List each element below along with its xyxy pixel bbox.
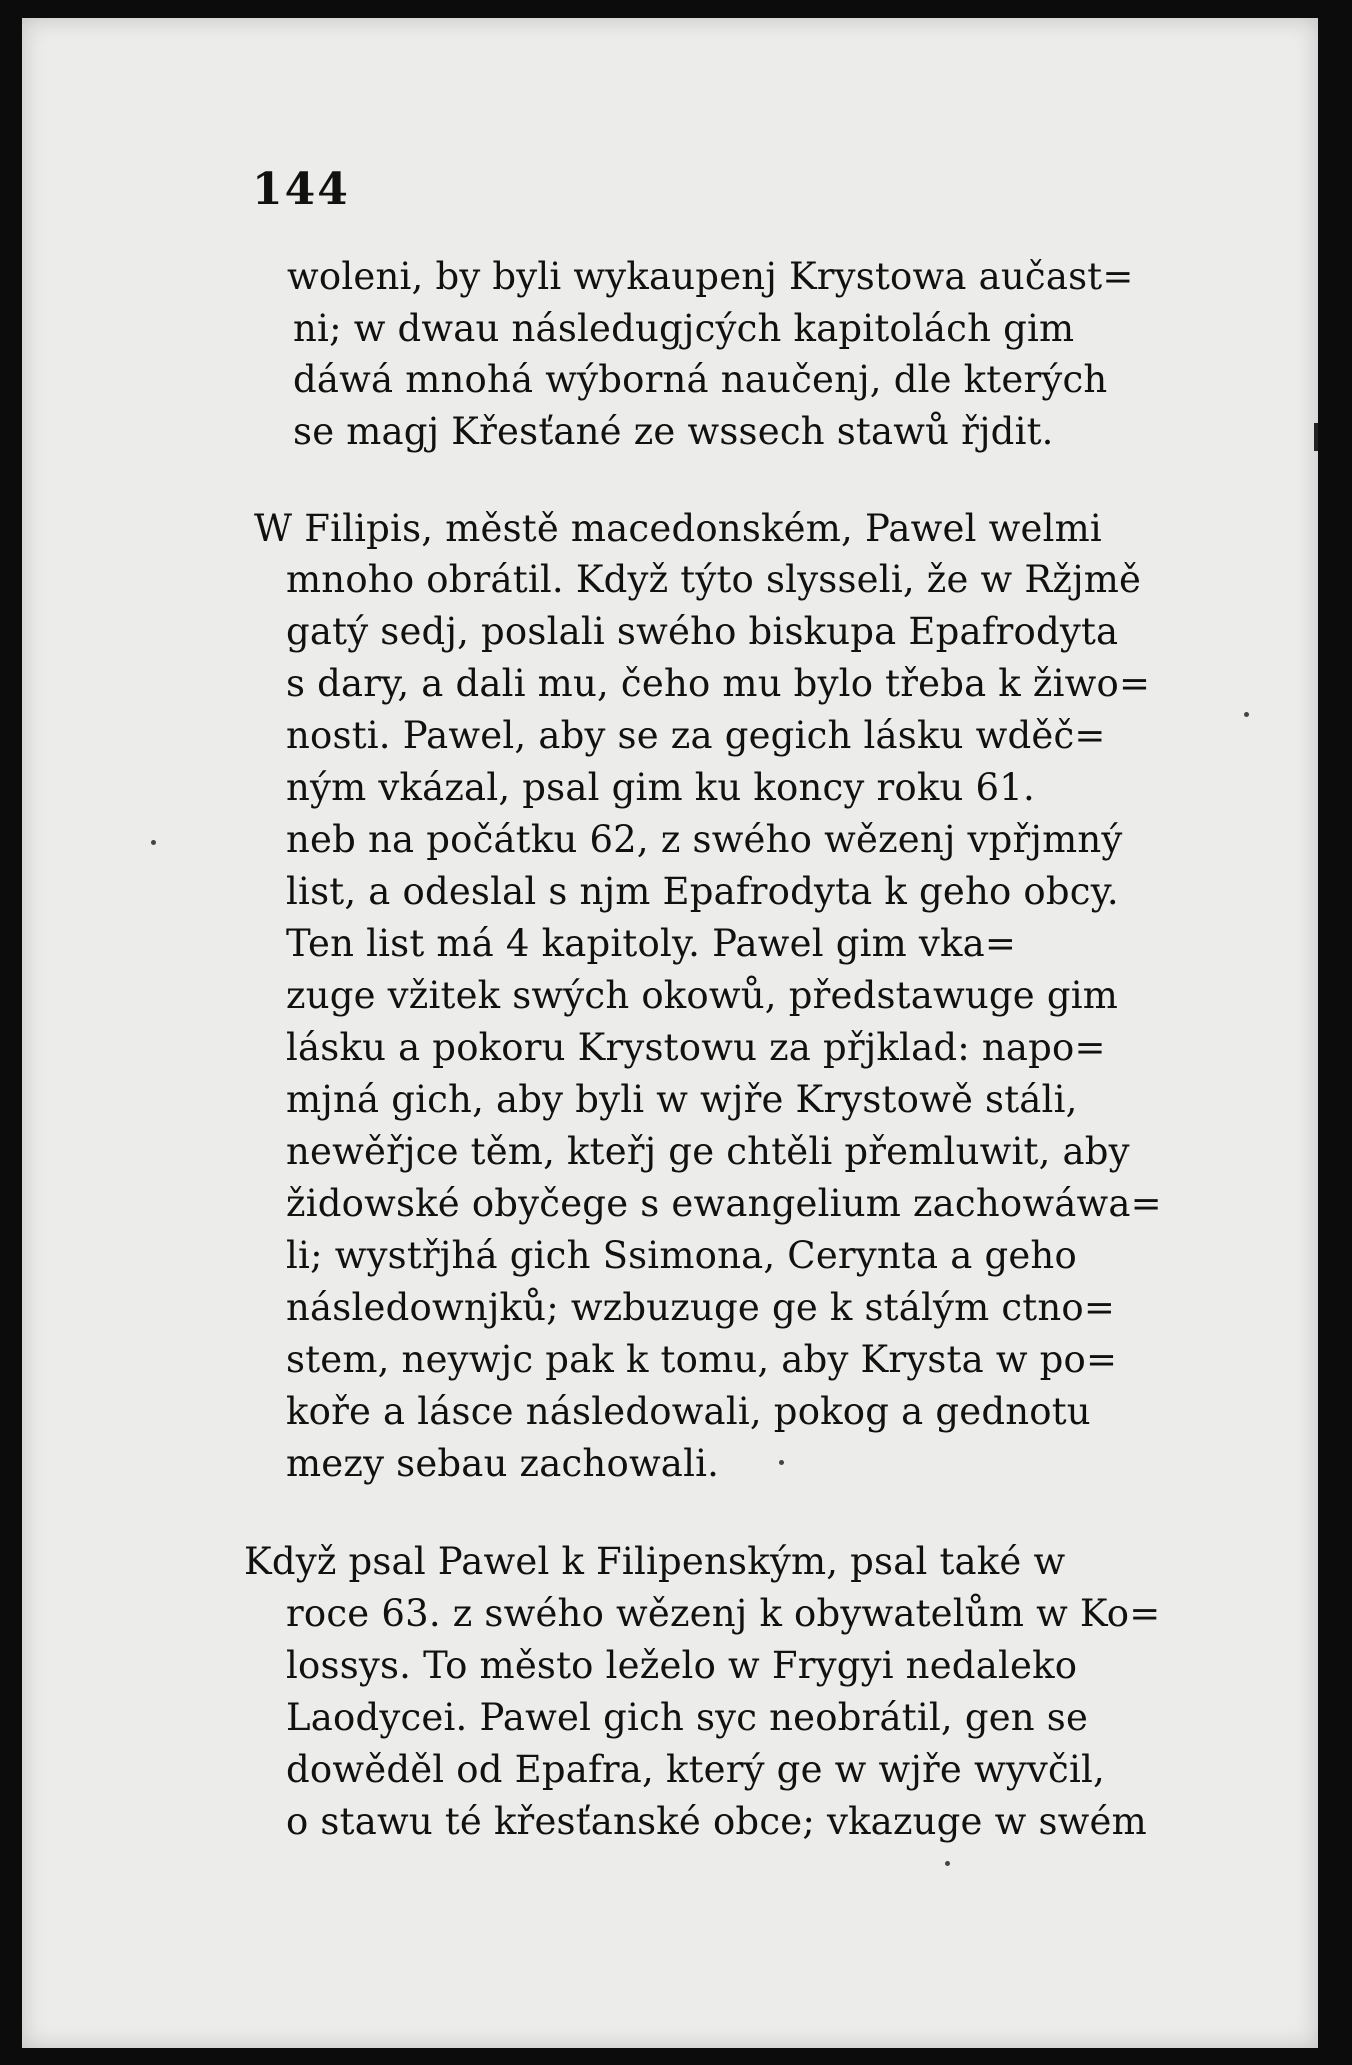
book-page — [22, 18, 1318, 2048]
text-line: lásku a pokoru Krystowu za přjklad: napo= — [286, 1026, 1106, 1069]
text-line: o stawu té křesťanské obce; vkazuge w swém — [286, 1800, 1147, 1843]
text-line: neb na počátku 62, z swého wězenj vpřjmný — [286, 818, 1123, 861]
text-line: woleni, by byli wykaupenj Krystowa aučast= — [287, 255, 1134, 298]
text-line: stem, neywjc pak k tomu, aby Krysta w po= — [286, 1338, 1118, 1381]
text-line: dowěděl od Epafra, který ge w wjře wyvčil, — [286, 1748, 1105, 1791]
text-line: W Filipis, městě macedonském, Pawel welmi — [254, 507, 1102, 550]
text-line: židowské obyčege s ewangelium zachowáwa= — [286, 1182, 1162, 1225]
text-line: se magj Křesťané ze wssech stawů řjdit. — [293, 410, 1054, 453]
page-edge-mark — [1314, 423, 1318, 451]
text-line: nosti. Pawel, aby se za gegich lásku wděč= — [286, 714, 1106, 757]
text-line: gatý sedj, poslali swého biskupa Epafrodyta — [286, 610, 1119, 653]
text-line: roce 63. z swého wězenj k obywatelům w Ko= — [286, 1592, 1161, 1635]
text-line: li; wystřjhá gich Ssimona, Cerynta a geho — [286, 1234, 1077, 1277]
text-line: mjná gich, aby byli w wjře Krystowě stáli, — [286, 1078, 1078, 1121]
text-line: dáwá mnohá wýborná naučenj, dle kterých — [293, 358, 1108, 401]
text-line: Laodycei. Pawel gich syc neobrátil, gen se — [286, 1696, 1089, 1739]
text-line: Když psal Pawel k Filipenským, psal také w — [244, 1540, 1066, 1583]
text-line: newěřjce těm, kteřj ge chtěli přemluwit, aby — [286, 1130, 1130, 1173]
text-line: koře a lásce následowali, pokog a gednotu — [286, 1390, 1091, 1433]
print-speck — [1244, 712, 1249, 717]
text-line: s dary, a dali mu, čeho mu bylo třeba k žiwo= — [286, 662, 1151, 705]
text-line: mezy sebau zachowali. — [286, 1442, 720, 1485]
text-line: mnoho obrátil. Když týto slysseli, že w Ržjmě — [286, 558, 1142, 601]
text-line: ným vkázal, psal gim ku koncy roku 61. — [286, 766, 1035, 809]
page-text — [22, 18, 1318, 2048]
text-line: lossys. To město leželo w Frygyi nedaleko — [286, 1644, 1078, 1687]
text-line: následownjků; wzbuzuge ge k stálým ctno= — [286, 1286, 1116, 1329]
text-line: list, a odeslal s njm Epafrodyta k geho obcy. — [286, 870, 1119, 913]
print-speck — [151, 840, 156, 845]
print-speck — [945, 1861, 950, 1866]
text-line: Ten list má 4 kapitoly. Pawel gim vka= — [286, 922, 1017, 965]
text-line: ni; w dwau následugjcých kapitolách gim — [293, 307, 1075, 350]
text-line: zuge vžitek swých okowů, předstawuge gim — [286, 974, 1119, 1017]
page-number: 144 — [252, 164, 350, 215]
print-speck — [779, 1460, 784, 1465]
